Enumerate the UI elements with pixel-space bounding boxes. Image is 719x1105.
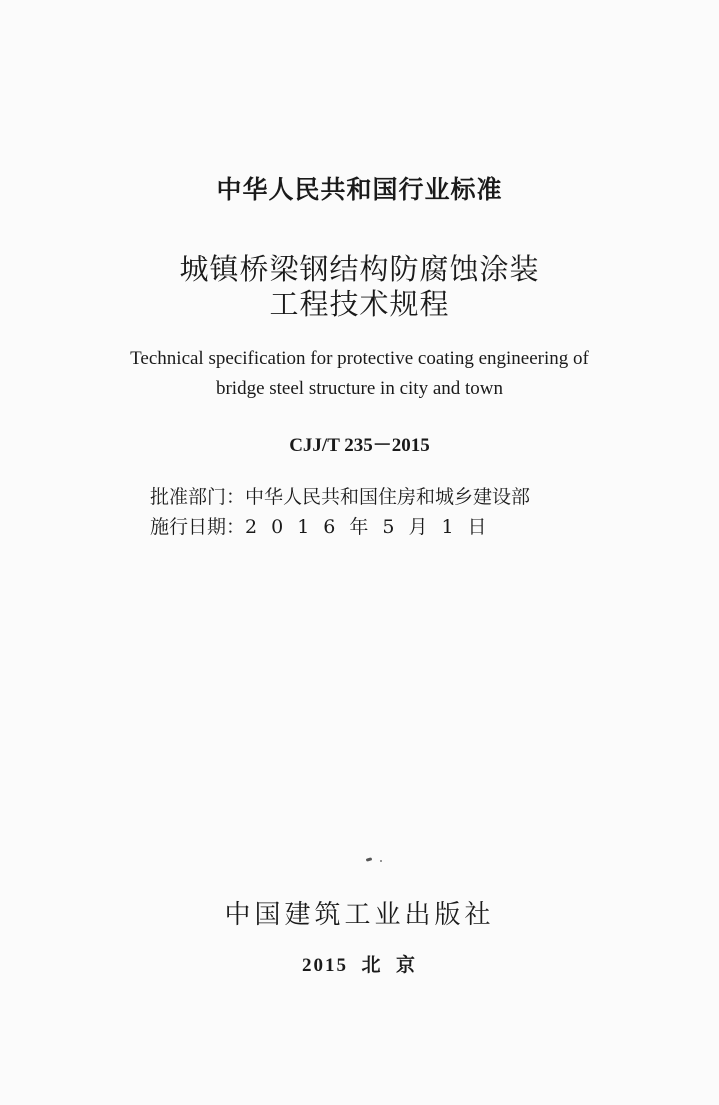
standard-code: CJJ/T 235－2015 — [289, 435, 430, 456]
title-english-line-1: Technical specification for protective coating engineering of — [130, 348, 589, 369]
title-english-line-2: bridge steel structure in city and town — [215, 378, 504, 399]
effective-date-label: 施行日期： — [150, 516, 246, 538]
standard-category: 中华人民共和国行业标准 — [216, 175, 503, 204]
approval-label: 批准部门： — [150, 486, 246, 508]
print-speck-small — [380, 860, 382, 862]
effective-date-row — [150, 512, 530, 542]
approval-info — [150, 482, 530, 542]
title-chinese-line-2: 工程技术规程 — [269, 287, 450, 321]
publisher-name: 中国建筑工业出版社 — [224, 900, 495, 930]
print-speck — [366, 857, 373, 861]
approval-row — [150, 482, 530, 512]
publication-year-place: 2015 北 京 — [301, 955, 417, 976]
title-chinese-line-1: 城镇桥梁钢结构防腐蚀涂装 — [179, 252, 540, 286]
approval-value: 中华人民共和国住房和城乡建设部 — [245, 486, 531, 508]
effective-date-value: 2016年5月1日 — [245, 516, 501, 538]
